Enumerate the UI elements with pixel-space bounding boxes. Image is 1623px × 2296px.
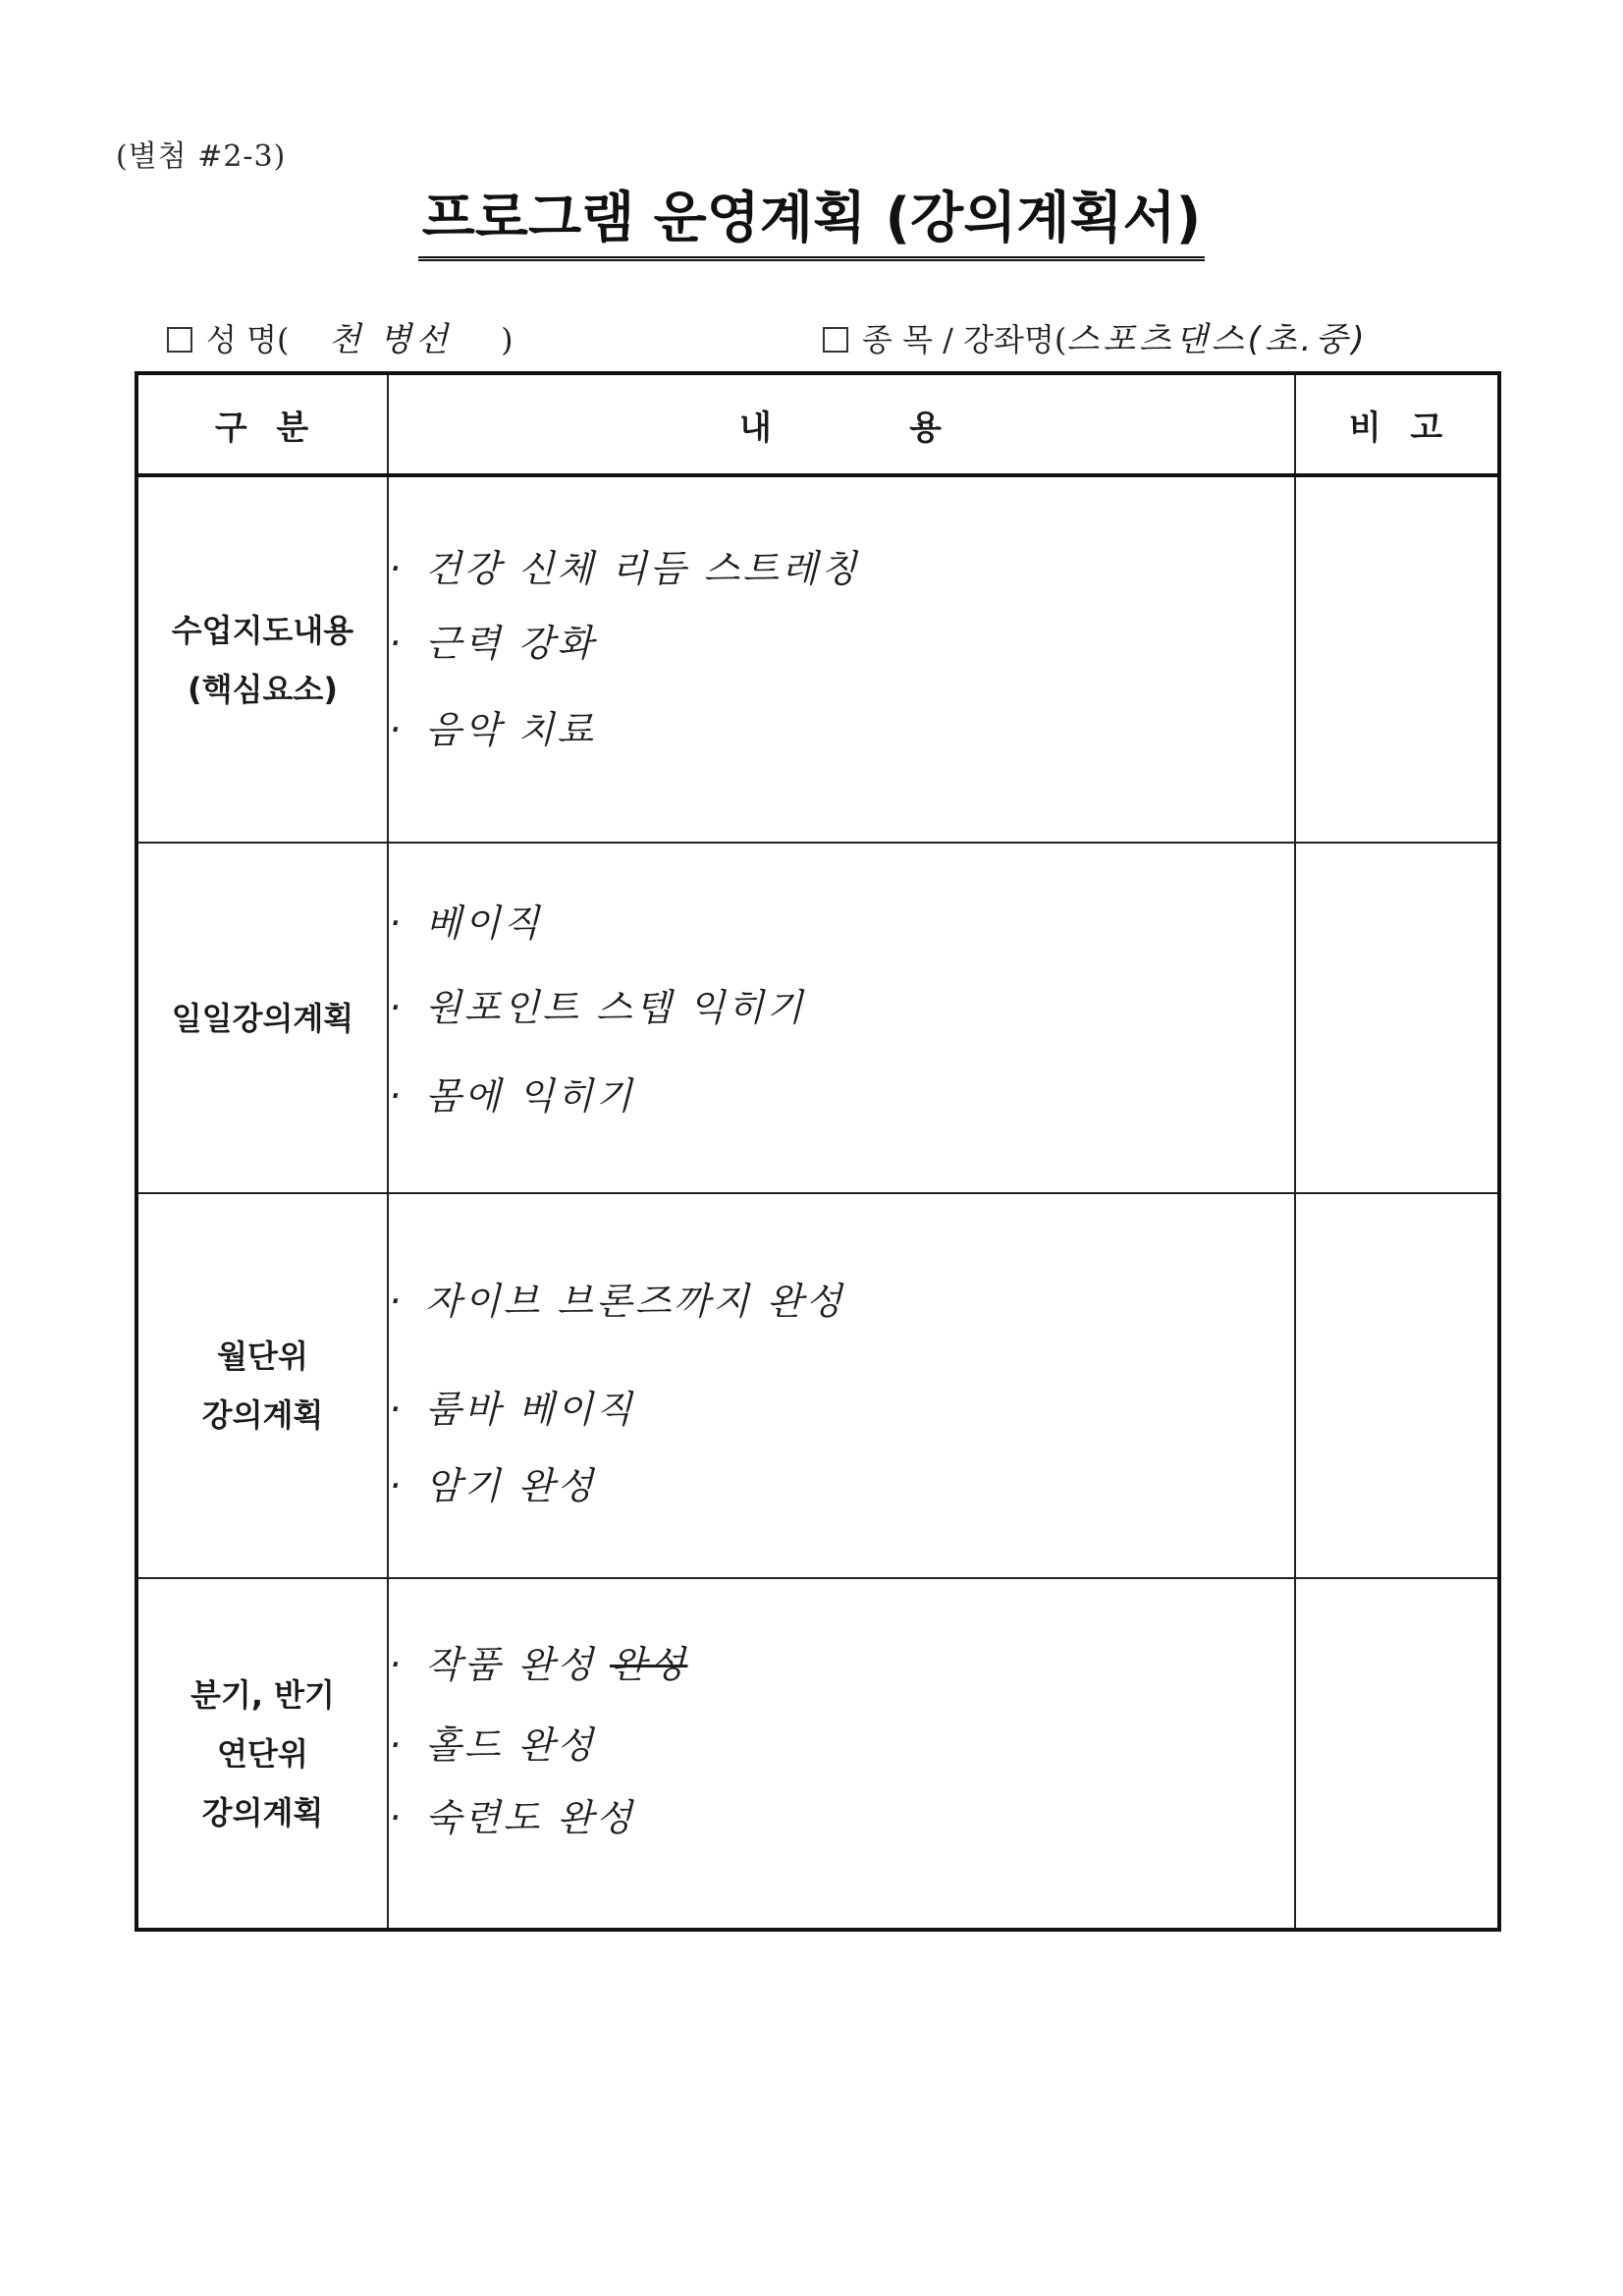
content-line: · 베이직 [389, 902, 543, 945]
subject-label: 종 목 / 강좌명( [862, 321, 1067, 358]
content-line: · 몸에 익히기 [389, 1074, 635, 1118]
attachment-label: (별첨 #2-3) [116, 139, 287, 174]
content-line: · 룸바 베이직 [389, 1388, 635, 1431]
lecture-plan-table [135, 371, 1501, 1932]
name-checkbox[interactable] [167, 327, 192, 353]
header-note: 비 고 [1295, 373, 1499, 475]
table-header-row [136, 373, 1499, 475]
table-row [136, 1193, 1499, 1578]
row-note [1295, 1578, 1499, 1930]
row-category: 분기, 반기 연단위 강의계획 [136, 1578, 388, 1930]
row-note [1295, 1193, 1499, 1578]
table-row [136, 475, 1499, 843]
header-content: 내 용 [388, 373, 1295, 475]
subject-field [823, 312, 1369, 360]
row-content [388, 843, 1295, 1193]
name-field [167, 312, 514, 360]
page-title [0, 175, 1623, 253]
content-line: · 음악 치료 [389, 708, 597, 751]
name-close: ) [501, 321, 514, 358]
content-line: · 암기 완성 [389, 1464, 597, 1507]
content-line: · 근력 강화 [389, 622, 597, 665]
struck-text: 완성 [610, 1643, 688, 1686]
name-label: 성 명( [206, 321, 290, 358]
subject-checkbox[interactable] [823, 327, 848, 353]
row-content [388, 475, 1295, 843]
table-row [136, 1578, 1499, 1930]
content-line: · 자이브 브론즈까지 완성 [389, 1280, 845, 1323]
row-note [1295, 475, 1499, 843]
content-line: · 숙련도 완성 [389, 1796, 635, 1839]
row-category: 일일강의계획 [136, 843, 388, 1193]
name-value: 천 병선 [328, 320, 452, 359]
row-content [388, 1193, 1295, 1578]
row-content [388, 1578, 1295, 1930]
table-row [136, 843, 1499, 1193]
title-text: 프로그램 운영계획 (강의계획서) [418, 187, 1205, 261]
subject-value: 스포츠댄스(초.중) [1066, 320, 1369, 359]
content-line: · 원포인트 스텝 익히기 [389, 986, 806, 1029]
content-line: · 건강 신체 리듬 스트레칭 [389, 547, 860, 590]
row-category: 수업지도내용 (핵심요소) [136, 475, 388, 843]
header-category: 구 분 [136, 373, 388, 475]
row-category: 월단위 강의계획 [136, 1193, 388, 1578]
content-line: · 홀드 완성 [389, 1723, 597, 1767]
row-note [1295, 843, 1499, 1193]
content-line: · 작품 완성 완성 [389, 1643, 688, 1686]
